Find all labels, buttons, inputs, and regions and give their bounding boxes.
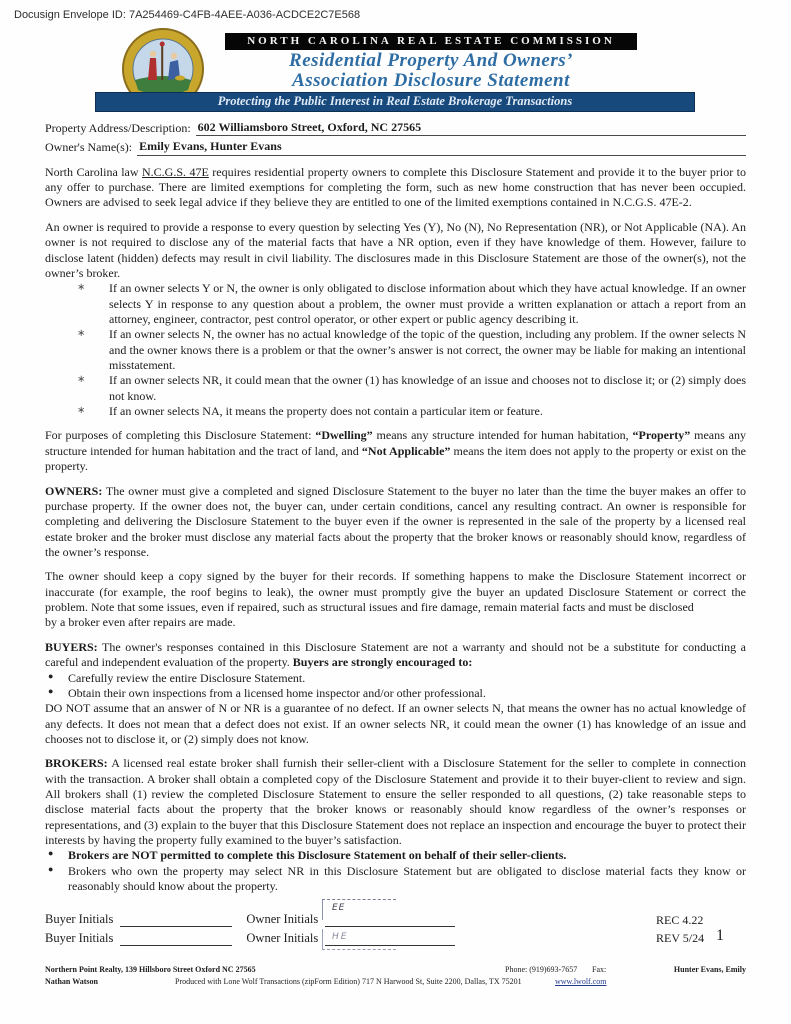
paragraph-response-options: An owner is required to provide a response to every question by selecting Yes (Y), No (N), No Representation (NR), or Not Applicable (NA). An owner is not required to disclose any of the material facts that have a NR option, even if they have knowledge of them. However, failure to disclose latent (hidden) defects may result in civil liability. The disclosures made in this Disclosure Statement are those of the owner(s), not the owner’s broker. [45, 219, 746, 280]
owner-initials-label: Owner Initials [246, 931, 319, 945]
bullet-marker-icon: ∗ [77, 328, 86, 340]
property-address-row [45, 120, 746, 136]
buyer-initials-line-2[interactable] [120, 932, 232, 946]
owner-names-row [45, 139, 746, 155]
owner-selection-bullet-list [45, 281, 746, 419]
commission-tagline: Protecting the Public Interest in Real Estate Brokerage Transactions [95, 92, 695, 112]
list-item: ∗ If an owner selects NA, it means the property does not contain a particular item or feature. [77, 404, 543, 419]
list-item: ● Brokers are NOT permitted to complete this Disclosure Statement on behalf of their seller-clients. [48, 848, 567, 863]
rec-version-label: REC 4.22 [656, 913, 704, 927]
paragraph-do-not-assume: DO NOT assume that an answer of N or NR is a guarantee of no defect. If an owner selects N, that means the owner has no actual knowledge of any defects. It does not mean that a defect does not exist. If an owner selects NR, it could mean the owner (1) has knowledge of an issue and chooses not to disclose it, or (2) simply does not know. [45, 701, 746, 746]
footer-client-names: Hunter Evans, Emily [673, 965, 746, 974]
paragraph-owners: OWNERS: The owner must give a completed and signed Disclosure Statement to the buyer no later than the time the buyer makes an offer to purchase property. If the owner does not, the buyer can, under certain conditions, cancel any resulting contract. An owner is responsible for completing and delivering the Disclosure Statement to the buyer even if the owner is represented in the sale of the property by a licensed real estate broker and the broker must disclose any material facts about the property that the broker knows or reasonably should know, regardless of the owner’s response. [45, 483, 746, 559]
form-title-line2: Association Disclosure Statement [292, 70, 570, 91]
property-address-label: Property Address/Description: [45, 121, 191, 135]
docusign-envelope-id: Docusign Envelope ID: 7A254469-C4FB-4AEE-A036-ACDCE2C7E568 [14, 9, 361, 21]
footer-lwolf-link[interactable]: www.lwolf.com [555, 977, 607, 986]
rev-version-label: REV 5/24 [656, 931, 705, 945]
paragraph-keep-copy: The owner should keep a copy signed by the buyer for their records. If something happens to make the Disclosure Statement incorrect or inaccurate (for example, the roof begins to leak), the owner must promptly give the buyer an updated Disclosure Statement or correct the problem. Note that some issues, even if repaired, such as structural issues and fire damage, remain material facts and must be disclosed by a broker even after repairs are made. [45, 569, 746, 630]
paragraph-buyers: BUYERS: The owner's responses contained in this Disclosure Statement are not a warranty and should not be a substitute for conducting a careful and independent evaluation of the property. Buyers are strongly encouraged to: [45, 639, 746, 670]
bullet-marker-icon: ∗ [77, 282, 86, 294]
paragraph-definitions: For purposes of completing this Disclosure Statement: “Dwelling” means any structure intended for human habitation, “Property” means any structure intended for human habitation and the tract of land, and “Not Applicable” means the item does not apply to the property or exist on the property. [45, 428, 746, 474]
footer-phone: Phone: (919)693-7657 [505, 965, 578, 974]
bullet-marker-icon: ∗ [77, 405, 86, 417]
list-item: ∗ If an owner selects N, the owner has no actual knowledge of the topic of the question, including any problem. If the owner selects N and the owner knows there is a problem or that the owner’s answer is not correct, the owner may be liable for making an intentional misstatement. [77, 327, 746, 373]
paragraph-brokers: BROKERS: A licensed real estate broker shall furnish their seller-client with a Disclosure Statement for the seller to complete in connection with the transaction. A broker shall obtain a completed copy of the Disclosure Statement and provide it to their buyer-client to review and sign. All brokers shall (1) review the completed Disclosure Statement to ensure the seller responded to all questions, (2) take reasonable steps to disclose material facts about the property that the broker knows or reasonably should know regardless of the owner’s responses or representations, and (3) explain to the buyer that this Disclosure Statement does not replace an inspection and encourage the buyer to protect their interests by having the property fully examined to the buyer’s satisfaction. [45, 756, 746, 848]
owner-names-label: Owner's Name(s): [45, 140, 133, 155]
bullet-marker-icon: ● [48, 670, 54, 681]
commission-bar-title: NORTH CAROLINA REAL ESTATE COMMISSION [225, 33, 637, 50]
statute-reference: N.C.G.S. 47E [142, 164, 209, 179]
footer-brokerage-address: Northern Point Realty, 139 Hillsboro Street Oxford NC 27565 [45, 965, 256, 974]
docusign-initials-stamp-owner2[interactable]: HE [322, 929, 396, 950]
bullet-marker-icon: ● [48, 863, 54, 874]
list-item: ∗ If an owner selects Y or N, the owner is only obligated to disclose information about which they have actual knowledge. If an owner selects Y in response to any question about a problem, the owner must provide a written explanation or attach a report from an attorney, engineer, contractor, pest control operator, or other expert or public agency describing it. [77, 281, 746, 326]
property-address-value: 602 Williamsboro Street, Oxford, NC 27565 [197, 120, 422, 134]
buyer-initials-label: Buyer Initials [45, 912, 114, 926]
buyer-initials-line-1[interactable] [120, 913, 232, 927]
page-number: 1 [716, 927, 724, 944]
document-body [45, 120, 746, 912]
list-item: ● Carefully review the entire Disclosure Statement. [48, 670, 306, 685]
bullet-marker-icon: ∗ [77, 374, 86, 386]
owners-heading: OWNERS: [45, 483, 103, 498]
list-item: ● Brokers who own the property may select NR in this Disclosure Statement but are obligated to disclose material facts they know or reasonably should know about the property. [48, 863, 746, 894]
docusign-initials-stamp-owner1[interactable]: EE [322, 899, 396, 920]
paragraph-statute: North Carolina law N.C.G.S. 47E requires residential property owners to complete this Disclosure Statement and provide it to the buyer prior to any offer to purchase. There are limited exemptions for completing the form, such as new home construction that has never been occupied. Owners are advised to seek legal advice if they believe they are entitled to one of the limited exemptions contained in N.C.G.S. 47E-2. [45, 164, 746, 210]
list-item: ● Obtain their own inspections from a licensed home inspector and/or other professional. [48, 685, 486, 700]
buyer-initials-label: Buyer Initials [45, 931, 114, 945]
bullet-marker-icon: ● [48, 685, 54, 696]
owner-names-line [137, 139, 746, 155]
form-title-line1: Residential Property And Owners’ [289, 50, 573, 71]
owner-initials-label: Owner Initials [246, 912, 319, 926]
bullet-marker-icon: ● [48, 848, 54, 859]
footer-agent-name: Nathan Watson [45, 977, 98, 986]
buyers-heading: BUYERS: [45, 639, 98, 654]
owner-names-value: Emily Evans, Hunter Evans [139, 139, 282, 154]
list-item: ∗ If an owner selects NR, it could mean that the owner (1) has knowledge of an issue and chooses not to disclose it; or (2) simply does not know. [77, 373, 746, 403]
brokers-heading: BROKERS: [45, 756, 108, 771]
footer-produced-by: Produced with Lone Wolf Transactions (zipForm Edition) 717 N Harwood St, Suite 2200, Dallas, TX 75201 [175, 977, 522, 986]
property-address-line [196, 120, 746, 136]
footer-fax: Fax: [592, 965, 607, 974]
